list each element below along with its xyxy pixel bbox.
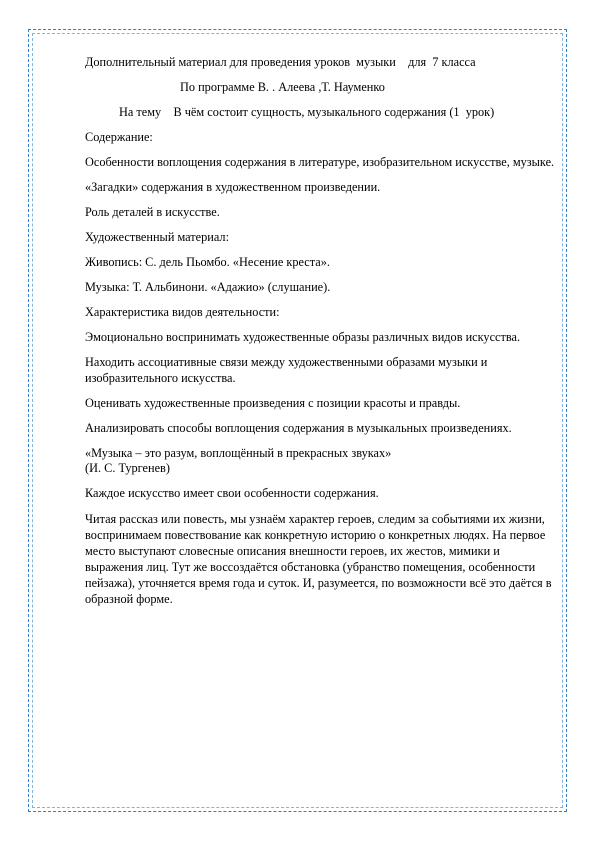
header-program: По программе В. . Алеева ,Т. Науменко — [180, 80, 385, 94]
section-activities-label: Характеристика видов деятельности: — [85, 305, 280, 319]
paragraph: «Загадки» содержания в художественном произведении. — [85, 180, 381, 194]
paragraph: Живопись: С. дель Пьомбо. «Несение креста». — [85, 255, 330, 269]
paragraph: Анализировать способы воплощения содержания в музыкальных произведениях. — [85, 420, 512, 435]
paragraph: Роль деталей в искусстве. — [85, 205, 220, 219]
paragraph: Читая рассказ или повесть, мы узнаём характер героев, следим за событиями их жизни, воспринимаем повествование как конкретную историю о конкретных людях. На первое место выступают словесные описания внешности героев, их жестов, мимики и выражения лиц. Тут же воссоздаётся обстановка (убранство помещения, особенности пейзажа), уточняется время года и суток. И, разумеется, по возможности всё это даётся в образной форме. — [85, 512, 552, 606]
epigraph-author: (И. С. Тургенев) — [85, 461, 170, 475]
paragraph: Оценивать художественные произведения с позиции красоты и правды. — [85, 395, 461, 410]
paragraph: Находить ассоциативные связи между художественными образами музыки и изобразительного искусства. — [85, 355, 488, 385]
document-body — [85, 55, 555, 617]
paragraph: Эмоционально воспринимать художественные образы различных видов искусства. — [85, 330, 521, 344]
epigraph-text: «Музыка – это разум, воплощённый в прекрасных звуках» — [85, 445, 392, 460]
section-content-label: Содержание: — [85, 130, 153, 144]
header-title: Дополнительный материал для проведения уроков музыки для 7 класса — [85, 55, 476, 69]
paragraph: Каждое искусство имеет свои особенности содержания. — [85, 486, 379, 500]
section-material-label: Художественный материал: — [85, 230, 229, 244]
paragraph: Музыка: Т. Альбинони. «Адажио» (слушание). — [85, 280, 331, 294]
header-topic: На тему В чём состоит сущность, музыкального содержания (1 урок) — [119, 105, 495, 119]
epigraph — [85, 446, 555, 477]
paragraph: Особенности воплощения содержания в литературе, изобразительном искусстве, музыке. — [85, 155, 555, 169]
